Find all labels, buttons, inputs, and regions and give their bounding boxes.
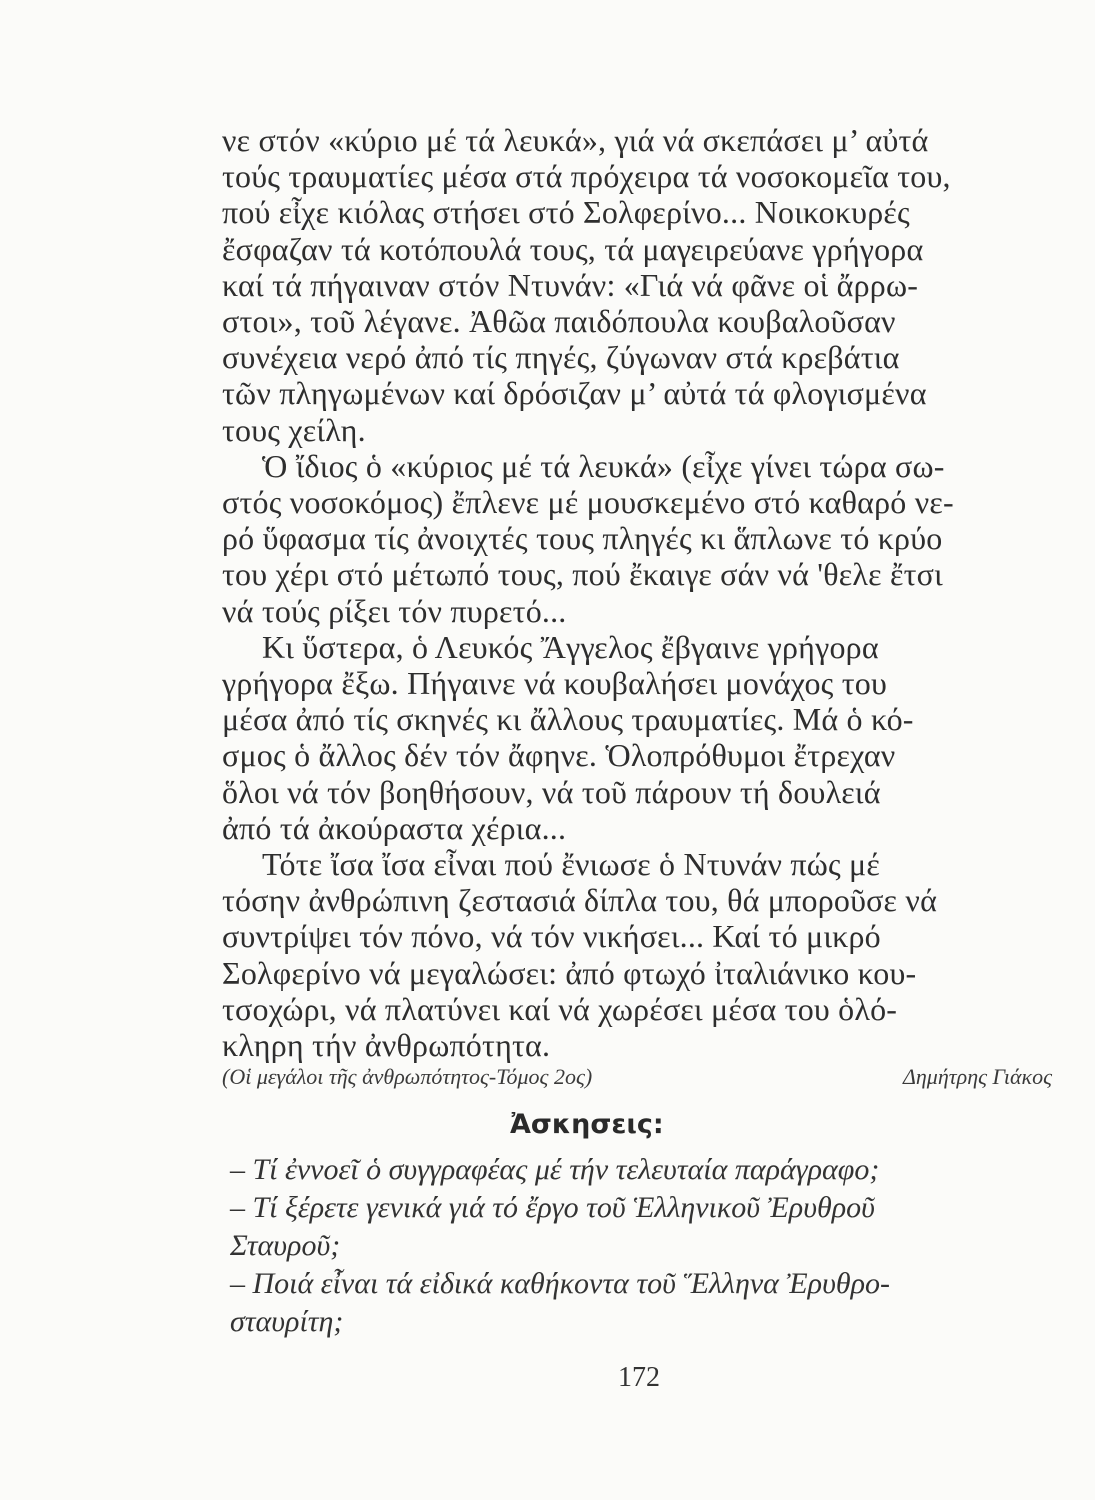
author-name: Δημήτρης Γιάκος [902, 1064, 1052, 1089]
body-line-9: τους χείλη. [222, 412, 366, 448]
body-line-25: τσοχώρι, νά πλατύνει καί νά χωρέσει μέσα του ὁλό- [222, 991, 898, 1027]
exercise-line-1: – Τί ἐννοεῖ ὁ συγγραφέας μέ τήν τελευταία παράγραφο; [230, 1153, 880, 1186]
body-line-20: ἀπό τά ἀκούραστα χέρια... [222, 810, 567, 846]
body-line-21: Τότε ἴσα ἴσα εἶναι πού ἔνιωσε ὁ Ντυνάν πώς μέ [262, 846, 881, 882]
body-line-6: στοι», τοῦ λέγανε. Ἀθῶα παιδόπουλα κουβαλοῦσαν [222, 303, 896, 339]
body-line-1: νε στόν «κύριο μέ τά λευκά», γιά νά σκεπάσει μ’ αὐτά [222, 122, 929, 158]
body-line-18: σμος ὁ ἄλλος δέν τόν ἄφηνε. Ὁλοπρόθυμοι ἔτρεχαν [222, 737, 896, 773]
body-line-5: καί τά πήγαιναν στόν Ντυνάν: «Γιά νά φᾶνε οἱ ἄρρω- [222, 267, 919, 303]
body-line-8: τῶν πληγωμένων καί δρόσιζαν μ’ αὐτά τά φλογισμένα [222, 375, 927, 411]
exercise-line-3: Σταυροῦ; [230, 1229, 341, 1262]
body-line-16: γρήγορα ἔξω. Πήγαινε νά κουβαλήσει μονάχος του [222, 665, 888, 701]
body-line-3: πού εἶχε κιόλας στήσει στό Σολφερίνο... Νοικοκυρές [222, 194, 910, 230]
body-line-23: συντρίψει τόν πόνο, νά τόν νικήσει... Καί τό μικρό [222, 918, 881, 954]
body-line-14: νά τούς ρίξει τόν πυρετό... [222, 593, 567, 629]
source-citation [222, 1062, 1052, 1092]
exercise-line-2: – Τί ξέρετε γενικά γιά τό ἔργο τοῦ Ἑλληνικοῦ Ἐρυθροῦ [230, 1191, 875, 1224]
body-line-11: στός νοσοκόμος) ἔπλενε μέ μουσκεμένο στό καθαρό νε- [222, 484, 954, 520]
exercise-line-4: – Ποιά εἶναι τά εἰδικά καθήκοντα τοῦ Ἕλληνα Ἐρυθρο- [230, 1267, 890, 1300]
body-line-12: ρό ὕφασμα τίς ἀνοιχτές τους πληγές κι ἅπλωνε τό κρύο [222, 520, 943, 556]
body-line-17: μέσα ἀπό τίς σκηνές κι ἄλλους τραυματίες. Μά ὁ κό- [222, 701, 914, 737]
body-line-2: τούς τραυματίες μέσα στά πρόχειρα τά νοσοκομεῖα του, [222, 158, 951, 194]
body-line-15: Κι ὕστερα, ὁ Λευκός Ἄγγελος ἔβγαινε γρήγορα [262, 629, 879, 665]
page-number: 172 [618, 1362, 660, 1393]
body-line-7: συνέχεια νερό ἀπό τίς πηγές, ζύγωναν στά κρεβάτια [222, 339, 900, 375]
body-line-19: ὅλοι νά τόν βοηθήσουν, νά τοῦ πάρουν τή δουλειά [222, 774, 881, 810]
body-line-22: τόσην ἀνθρώπινη ζεστασιά δίπλα του, θά μποροῦσε νά [222, 882, 938, 918]
body-line-24: Σολφερίνο νά μεγαλώσει: ἀπό φτωχό ἰταλιάνικο κου- [222, 955, 917, 991]
body-line-10: Ὁ ἴδιος ὁ «κύριος μέ τά λευκά» (εἶχε γίνει τώρα σω- [262, 448, 945, 484]
body-line-4: ἔσφαζαν τά κοτόπουλά τους, τά μαγειρεύανε γρήγορα [222, 231, 924, 267]
body-line-26: κληρη τήν ἀνθρωπότητα. [222, 1027, 551, 1063]
exercises-heading: Ἀσκησεις: [510, 1109, 664, 1140]
source-title: (Οἱ μεγάλοι τῆς ἀνθρωπότητος-Τόμος 2ος) [222, 1064, 593, 1089]
body-line-13: του χέρι στό μέτωπό τους, πού ἔκαιγε σάν νά 'θελε ἔτσι [222, 556, 943, 592]
exercise-line-5: σταυρίτη; [230, 1305, 344, 1338]
